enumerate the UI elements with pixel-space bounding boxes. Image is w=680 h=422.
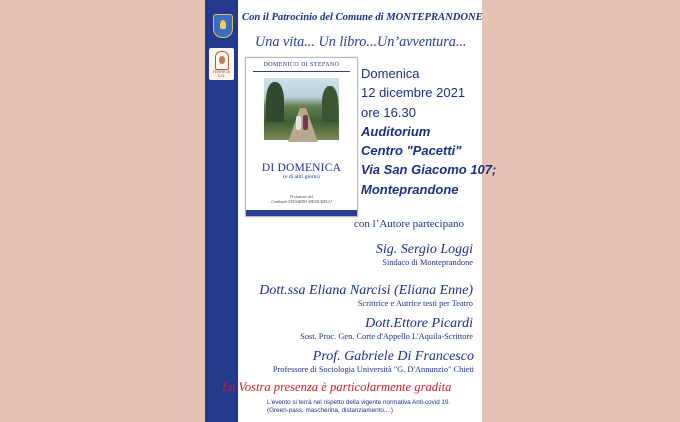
speaker-role: Professore di Sociologia Università "G. D'Annunzio" Chieti — [272, 365, 474, 374]
tagline: Una vita... Un libro...Un’avventura... — [255, 34, 467, 50]
book-preface-author: Cardinale EDOARDO MENICHELLI — [271, 199, 332, 204]
event-day: Domenica — [361, 66, 420, 81]
association-logo-label: TERRE DI S.N. — [212, 70, 231, 78]
participants-intro: con l’Autore partecipano — [354, 218, 464, 230]
tree-shape — [266, 82, 284, 122]
speaker — [259, 283, 473, 309]
event-date: 12 dicembre 2021 — [361, 85, 466, 101]
book-cover-photo — [264, 78, 339, 140]
patronage-heading: Con il Patrocinio del Comune di MONTEPRANDONE — [242, 12, 483, 23]
poster-sidebar — [205, 0, 238, 422]
event-venue: Auditorium — [361, 123, 431, 139]
welcome-message: La Vostra presenza è particolarmente gradita — [222, 380, 452, 394]
tree-shape — [322, 86, 338, 122]
speaker — [300, 316, 473, 342]
speaker-name: Dott.Ettore Picardi — [365, 316, 473, 331]
speaker-role: Sost. Proc. Gen. Corte d'Appello L'Aquila-Scrittore — [300, 332, 473, 341]
speaker-name: Prof. Gabriele Di Francesco — [312, 349, 474, 364]
coat-of-arms-icon — [213, 14, 233, 38]
book-title: DI DOMENICA — [261, 162, 342, 174]
book-author: DOMENICO DI STEFANO — [263, 62, 340, 68]
event-city: Monteprandone — [361, 181, 459, 197]
event-center: Centro "Pacetti" — [361, 143, 462, 159]
book-cover — [245, 57, 358, 217]
speaker — [273, 349, 474, 375]
book-cover-bar — [246, 210, 357, 216]
covid-notice — [267, 399, 450, 415]
book-preface — [246, 194, 357, 204]
speaker-name: Dott.ssa Eliana Narcisi (Eliana Enne) — [259, 283, 473, 298]
book-preface-label: Prefazione del — [289, 194, 314, 199]
association-logo — [209, 48, 234, 80]
child-figure — [296, 116, 301, 130]
book-cover-rule — [253, 71, 350, 72]
speaker-role: Sindaco di Monteprandone — [382, 258, 473, 267]
speaker-role: Scrittrice e Autrice testi per Teatro — [357, 299, 473, 308]
speaker-name: Sig. Sergio Loggi — [375, 242, 473, 257]
event-address: Via San Giacomo 107; — [361, 162, 497, 178]
event-time: ore 16.30 — [361, 104, 416, 120]
speaker — [376, 242, 473, 268]
covid-notice-line: (Green-pass, mascherina, distanziamento....) — [267, 407, 393, 414]
event-poster — [205, 0, 497, 422]
event-details — [361, 64, 497, 199]
association-emblem-icon — [215, 51, 229, 70]
covid-notice-line: L'evento si terrà nel rispetto della vigente normativa Anti-covid 19. — [267, 399, 451, 406]
book-subtitle: (e di altri giorni) — [283, 174, 320, 180]
child-figure — [303, 115, 308, 130]
